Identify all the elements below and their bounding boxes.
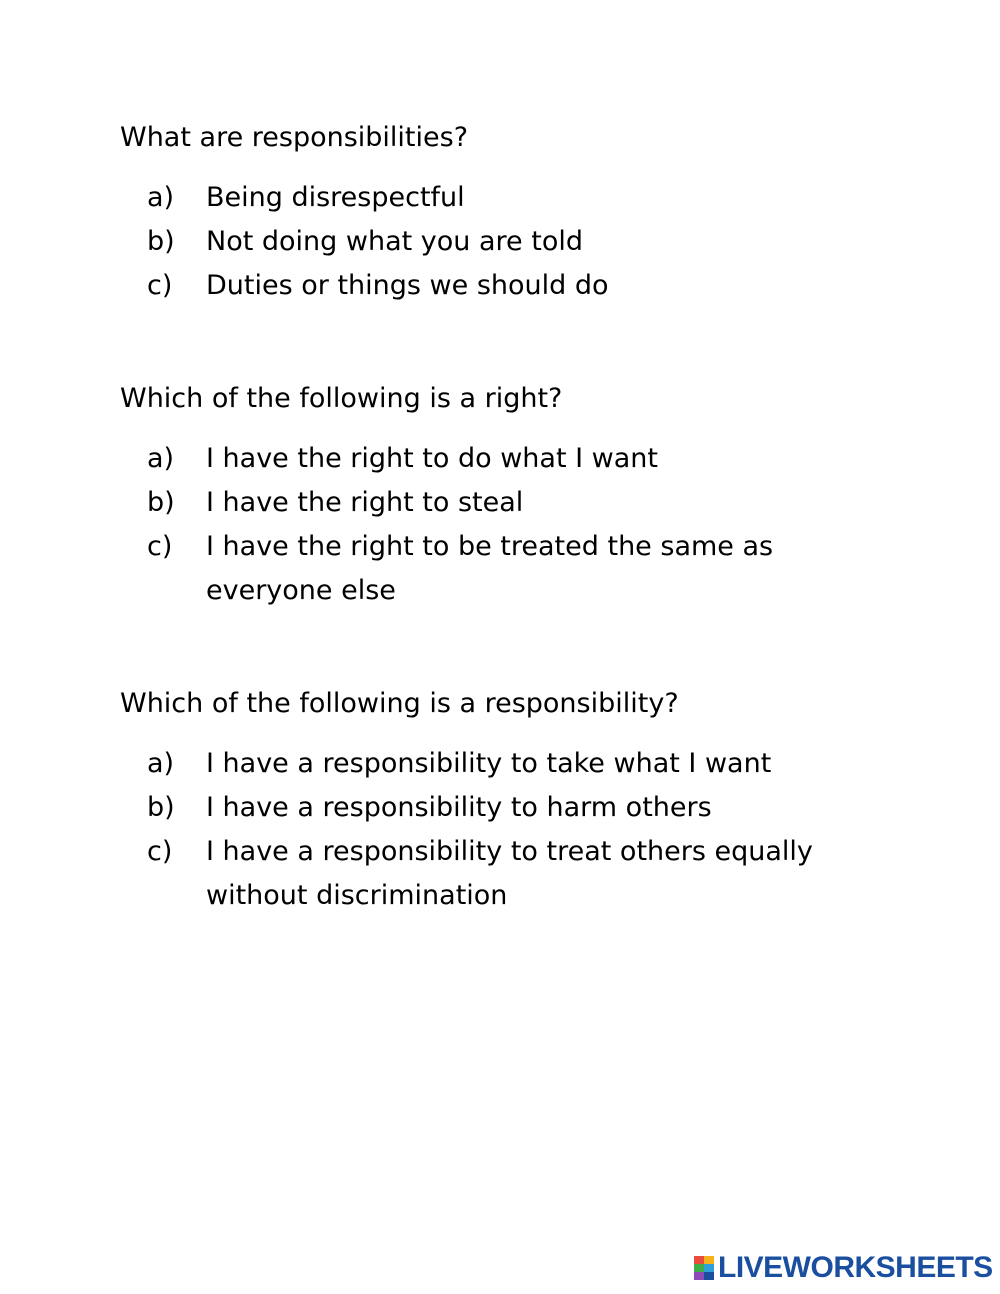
logo-block [704,1272,714,1280]
option-letter: a) [147,748,175,779]
liveworksheets-logo-icon [694,1256,714,1280]
question-2-text: Which of the following is a right? [120,383,563,414]
question-1-text: What are responsibilities? [120,122,469,153]
logo-block [694,1256,704,1264]
question-2-option-b[interactable] [120,481,920,525]
question-3-option-c[interactable] [120,830,920,918]
option-letter: b) [147,487,175,518]
option-letter: c) [147,531,173,562]
option-letter: c) [147,836,173,867]
option-text: I have a responsibility to treat others equally without discrimination [206,836,813,911]
question-1-option-a[interactable] [120,176,920,220]
option-text: Not doing what you are told [206,226,583,257]
option-letter: b) [147,226,175,257]
question-2 [120,381,920,613]
option-text: I have the right to be treated the same as everyone else [206,531,774,606]
logo-block [694,1272,704,1280]
question-3-text: Which of the following is a responsibility? [120,688,679,719]
option-letter: a) [147,182,175,213]
question-2-option-c[interactable] [120,525,920,613]
question-2-option-a[interactable] [120,437,920,481]
option-text: Being disrespectful [206,182,465,213]
option-letter: a) [147,443,175,474]
option-text: I have the right to do what I want [206,443,658,474]
option-letter: c) [147,270,173,301]
question-1-option-c[interactable] [120,264,920,308]
question-3-option-a[interactable] [120,742,920,786]
logo-block [704,1264,714,1272]
question-1-option-b[interactable] [120,220,920,264]
question-3 [120,686,920,918]
option-letter: b) [147,792,175,823]
option-text: I have a responsibility to take what I want [206,748,772,779]
question-1 [120,120,920,308]
liveworksheets-brand-text: LIVEWORKSHEETS [718,1251,993,1284]
option-text: Duties or things we should do [206,270,609,301]
option-text: I have a responsibility to harm others [206,792,712,823]
logo-block [704,1256,714,1264]
option-text: I have the right to steal [206,487,524,518]
liveworksheets-logo [694,1252,993,1284]
question-3-option-b[interactable] [120,786,920,830]
logo-block [694,1264,704,1272]
